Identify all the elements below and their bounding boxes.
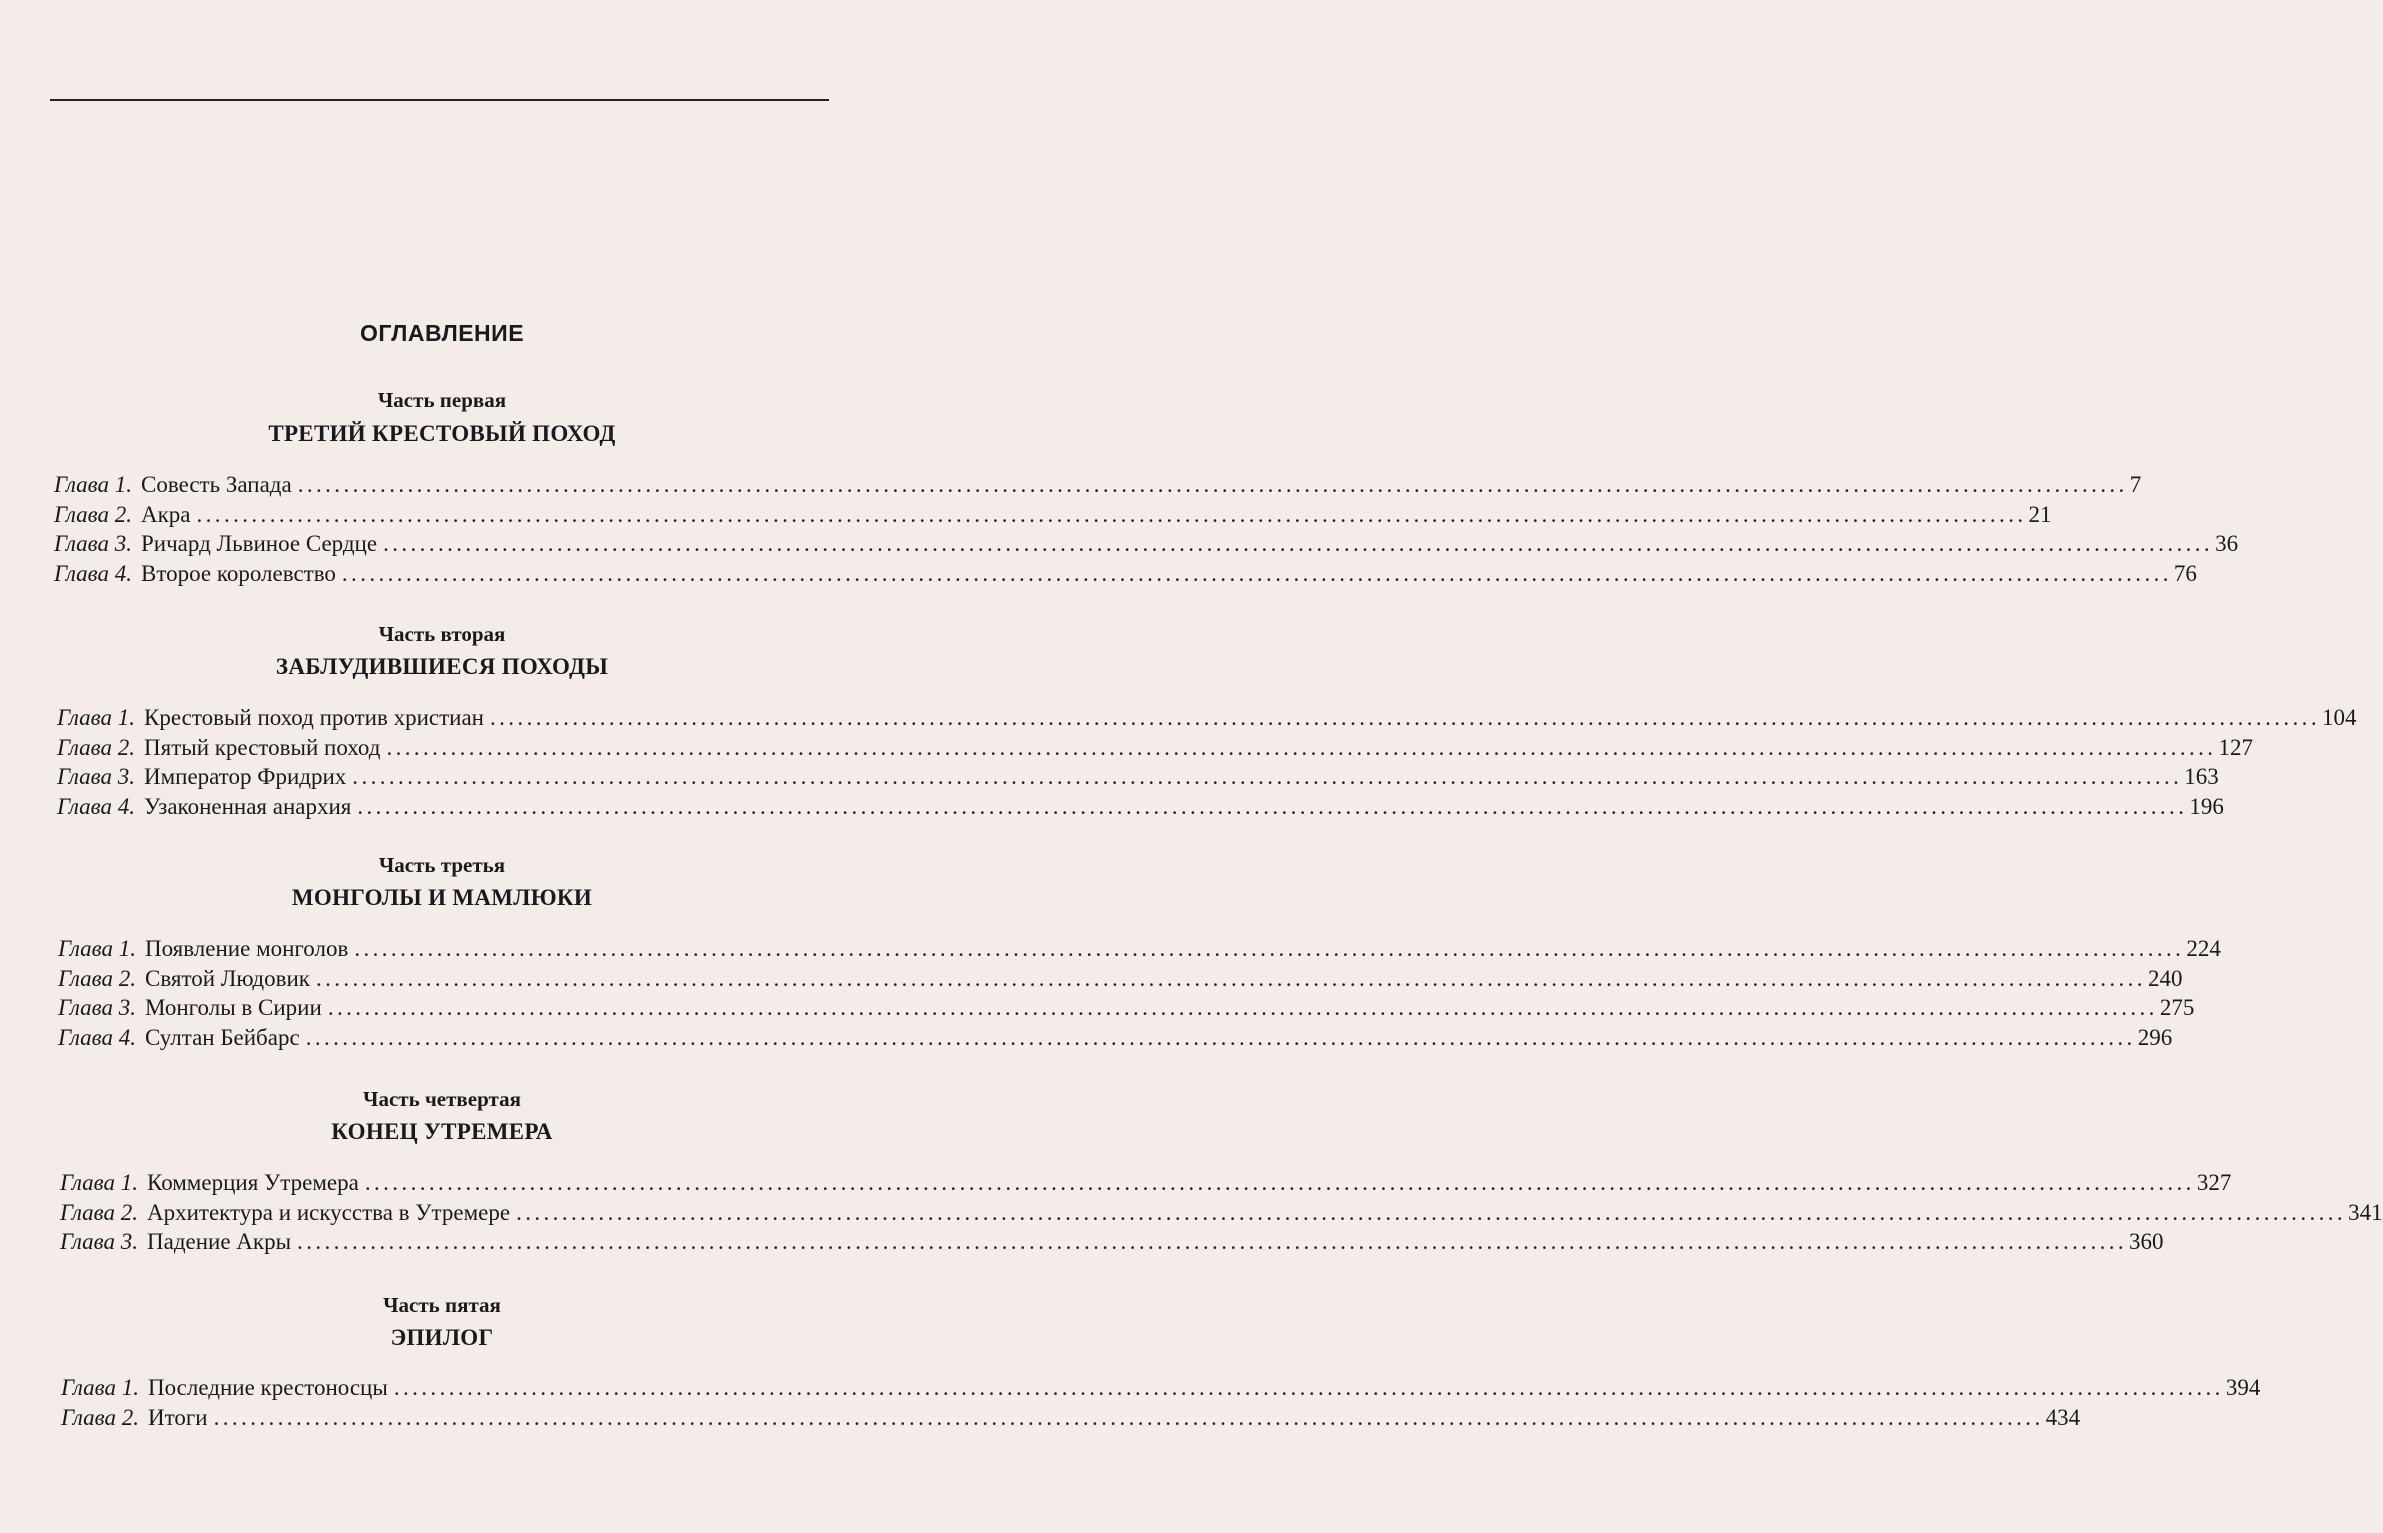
- chapter-title: Последние крестоносцы: [148, 1375, 388, 1400]
- chapter-page-number: 36: [2215, 531, 2239, 556]
- chapter-title: Крестовый поход против христиан: [144, 705, 484, 730]
- chapter-page-number: 224: [2186, 936, 2221, 961]
- leader-dots: ........................................................................................................................................................................................................: [341, 560, 2172, 586]
- chapter-title: Второе королевство: [141, 560, 336, 586]
- chapter-page-number: 7: [2129, 472, 2142, 497]
- leader-dots: ........................................................................................................................................................................................................: [196, 501, 2027, 527]
- chapter-title: Совесть Запада: [141, 472, 292, 497]
- chapter-title: Архитектура и искусства в Утремере: [147, 1199, 511, 1225]
- chapter-page-number: 21: [2028, 501, 2052, 527]
- toc-title: ОГЛАВЛЕНИЕ: [359, 320, 525, 346]
- part-label: Часть вторая: [378, 622, 506, 646]
- chapter-page-number: 327: [2196, 1170, 2232, 1195]
- chapter-entry[interactable]: [58, 934, 2221, 963]
- chapter-title: Акра: [141, 501, 191, 527]
- part-name: ЭПИЛОГ: [390, 1325, 494, 1350]
- chapter-number: Глава 4.: [58, 1024, 136, 1050]
- chapter-entry[interactable]: [61, 1373, 2261, 1402]
- top-rule: [50, 99, 829, 101]
- chapter-entry[interactable]: [54, 529, 2239, 558]
- part-label: Часть третья: [378, 853, 506, 877]
- chapter-page-number: 104: [2321, 705, 2357, 730]
- leader-dots: ........................................................................................................................................................................................................: [213, 1404, 2044, 1430]
- chapter-title: Узаконенная анархия: [144, 793, 352, 819]
- part-name: ЗАБЛУДИВШИЕСЯ ПОХОДЫ: [275, 654, 609, 679]
- chapter-number: Глава 1.: [61, 1375, 139, 1400]
- chapter-page-number: 341: [2348, 1199, 2383, 1225]
- chapter-number: Глава 4.: [57, 793, 135, 819]
- chapter-page-number: 240: [2147, 965, 2183, 991]
- leader-dots: ........................................................................................................................................................................................................: [364, 1170, 2195, 1195]
- chapter-title: Коммерция Утремера: [147, 1170, 359, 1195]
- chapter-title: Ричард Львиное Сердце: [141, 531, 378, 556]
- chapter-number: Глава 1.: [60, 1170, 138, 1195]
- leader-dots: ........................................................................................................................................................................................................: [383, 531, 2214, 556]
- leader-dots: ........................................................................................................................................................................................................: [315, 965, 2146, 991]
- leader-dots: ........................................................................................................................................................................................................: [357, 793, 2188, 819]
- chapter-title: Пятый крестовый поход: [144, 734, 381, 760]
- part-name: ТРЕТИЙ КРЕСТОВЫЙ ПОХОД: [268, 421, 616, 446]
- chapter-entry[interactable]: [60, 1198, 2383, 1227]
- part-label: Часть пятая: [383, 1293, 501, 1317]
- chapter-page-number: 76: [2173, 560, 2197, 586]
- part-label: Часть четвертая: [363, 1087, 521, 1111]
- chapter-entry[interactable]: [61, 1403, 2081, 1432]
- chapter-title: Святой Людовик: [145, 965, 310, 991]
- chapter-page-number: 127: [2218, 734, 2253, 760]
- chapter-number: Глава 1.: [58, 936, 136, 961]
- chapter-page-number: 394: [2225, 1375, 2261, 1400]
- chapter-number: Глава 4.: [54, 560, 132, 586]
- chapter-number: Глава 2.: [57, 734, 135, 760]
- leader-dots: ........................................................................................................................................................................................................: [352, 764, 2183, 789]
- leader-dots: ........................................................................................................................................................................................................: [327, 995, 2158, 1020]
- chapter-page-number: 275: [2159, 995, 2195, 1020]
- part-name: КОНЕЦ УТРЕМЕРА: [331, 1119, 553, 1144]
- chapter-entry[interactable]: [57, 762, 2219, 791]
- chapter-page-number: 163: [2184, 764, 2219, 789]
- chapter-number: Глава 2.: [58, 965, 136, 991]
- chapter-number: Глава 3.: [54, 531, 132, 556]
- chapter-number: Глава 2.: [54, 501, 132, 527]
- chapter-entry[interactable]: [57, 792, 2224, 821]
- leader-dots: ........................................................................................................................................................................................................: [354, 936, 2185, 961]
- leader-dots: ........................................................................................................................................................................................................: [297, 1229, 2128, 1254]
- chapter-page-number: 196: [2189, 793, 2224, 819]
- part-label: Часть первая: [377, 388, 507, 412]
- chapter-page-number: 360: [2129, 1229, 2164, 1254]
- chapter-entry[interactable]: [57, 733, 2253, 762]
- leader-dots: ........................................................................................................................................................................................................: [489, 705, 2320, 730]
- chapter-title: Появление монголов: [145, 936, 349, 961]
- chapter-entry[interactable]: [60, 1227, 2164, 1256]
- chapter-title: Император Фридрих: [144, 764, 347, 789]
- chapter-title: Падение Акры: [147, 1229, 292, 1254]
- chapter-entry[interactable]: [54, 500, 2052, 529]
- leader-dots: ........................................................................................................................................................................................................: [305, 1024, 2136, 1050]
- chapter-number: Глава 2.: [61, 1404, 139, 1430]
- chapter-number: Глава 1.: [54, 472, 132, 497]
- chapter-number: Глава 3.: [58, 995, 136, 1020]
- chapter-entry[interactable]: [57, 703, 2357, 732]
- chapter-number: Глава 1.: [57, 705, 135, 730]
- chapter-number: Глава 3.: [57, 764, 135, 789]
- chapter-page-number: 296: [2137, 1024, 2173, 1050]
- chapter-entry[interactable]: [58, 993, 2195, 1022]
- chapter-page-number: 434: [2045, 1404, 2081, 1430]
- chapter-entry[interactable]: [58, 964, 2183, 993]
- chapter-number: Глава 3.: [60, 1229, 138, 1254]
- chapter-title: Султан Бейбарс: [145, 1024, 300, 1050]
- chapter-title: Монголы в Сирии: [145, 995, 322, 1020]
- leader-dots: ........................................................................................................................................................................................................: [516, 1199, 2347, 1225]
- chapter-entry[interactable]: [58, 1023, 2173, 1052]
- part-name: МОНГОЛЫ И МАМЛЮКИ: [291, 885, 593, 910]
- chapter-entry[interactable]: [54, 559, 2197, 588]
- chapter-title: Итоги: [148, 1404, 208, 1430]
- leader-dots: ........................................................................................................................................................................................................: [297, 472, 2128, 497]
- leader-dots: ........................................................................................................................................................................................................: [386, 734, 2217, 760]
- chapter-entry[interactable]: [60, 1168, 2232, 1197]
- leader-dots: ........................................................................................................................................................................................................: [393, 1375, 2224, 1400]
- chapter-entry[interactable]: [54, 470, 2142, 499]
- chapter-number: Глава 2.: [60, 1199, 138, 1225]
